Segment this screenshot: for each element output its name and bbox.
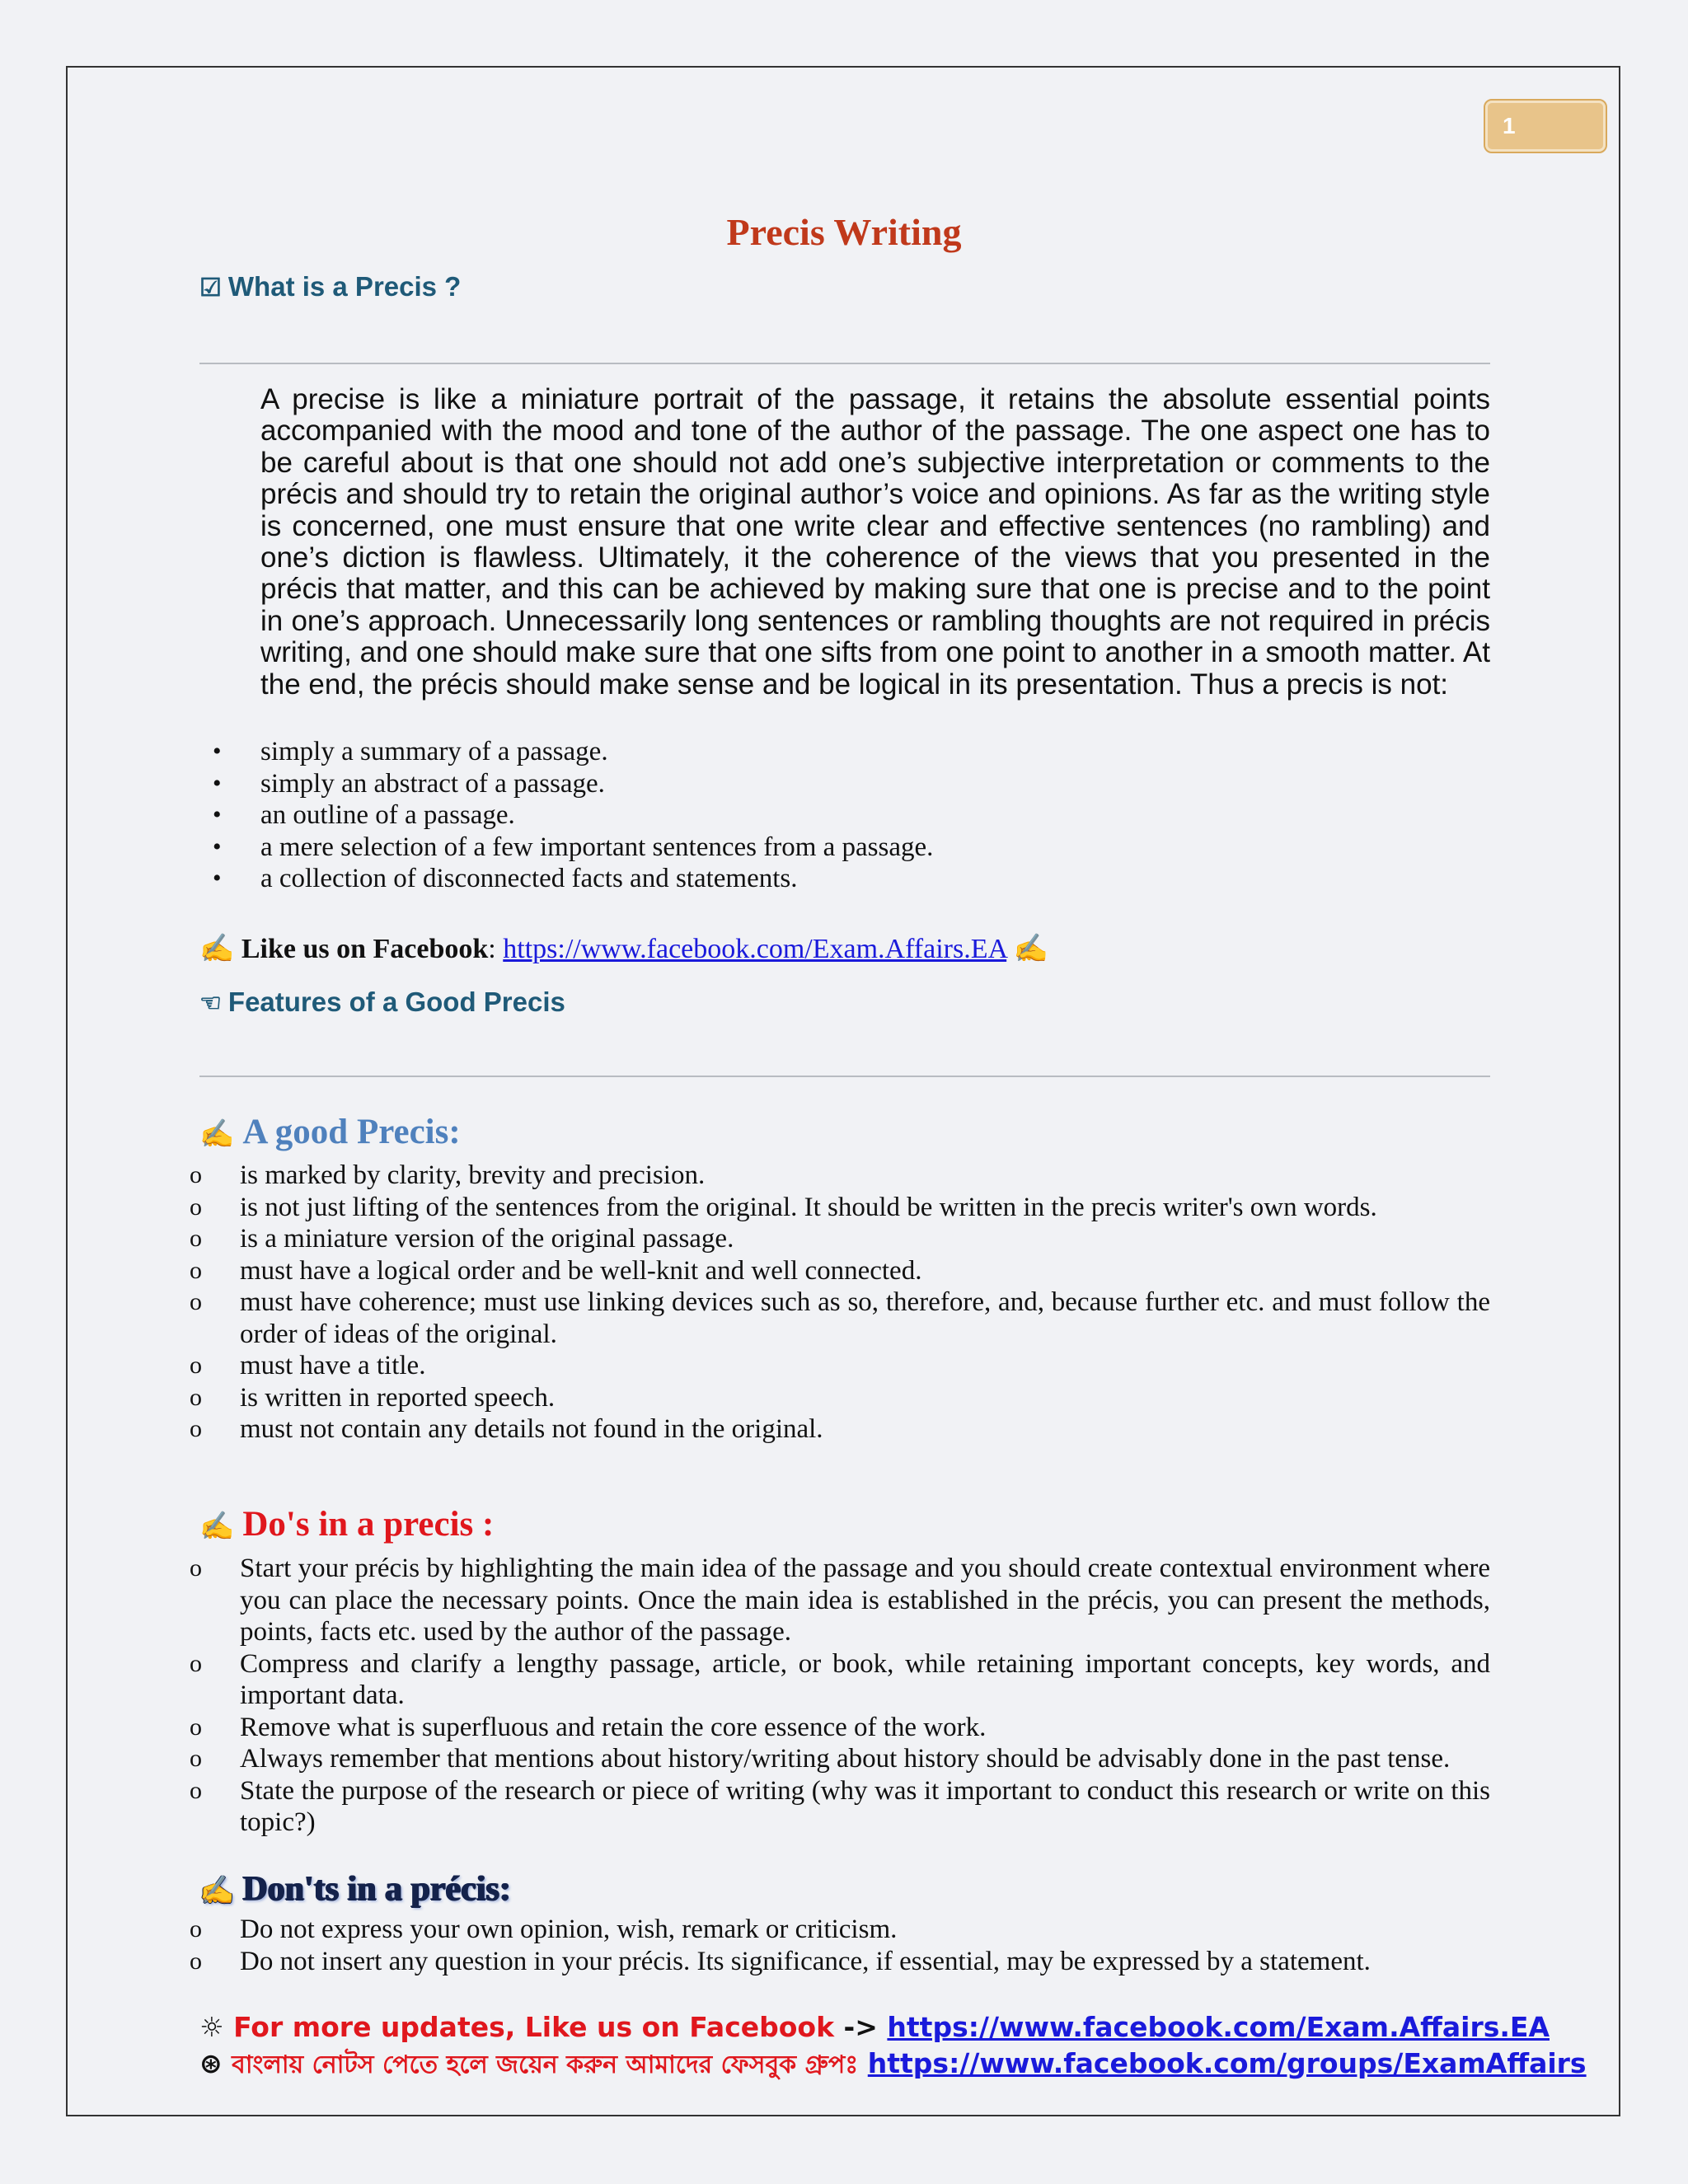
bullet-marker: o [190,1745,202,1772]
list-item [0,1192,1490,1224]
bullet-marker: o [190,1225,202,1252]
list-item-text: is a miniature version of the original passage. [240,1224,734,1254]
bullet-marker: o [190,1554,202,1582]
list-item-text: a collection of disconnected facts and statements. [260,864,798,893]
list-item-text: an outline of a passage. [260,800,515,830]
list-item [0,736,1490,768]
list-item-text: simply an abstract of a passage. [260,768,605,799]
separator: : [488,934,496,964]
list-item-text: Start your précis by highlighting the main idea of the passage and you should create contextual environment where you can place the necessary points. Once the main idea is established in the précis, you can present the methods, points, facts etc. used by the author of the passage. [240,1554,1490,1647]
list-item [0,1743,1490,1775]
list-item-text: must have coherence; must use linking devices such as so, therefore, and, because further etc. and must follow the order of ideas of the original. [240,1287,1490,1349]
writing-hand-icon: ✍ [1013,934,1049,964]
bullet-marker: • [213,769,222,797]
page-number-badge: 1 [1485,101,1606,152]
star-icon: ⊛ [199,2047,223,2079]
what-is-precis-text: What is a Precis ? [227,271,462,302]
list-item [0,1413,1490,1446]
features-heading-text: Features of a Good Precis [227,987,565,1017]
donts-list [0,1914,1490,1977]
good-precis-heading-text: A good Precis: [242,1113,461,1151]
list-item-text: Do not insert any question in your précis. Its significance, if essential, may be expressed by a statement. [240,1946,1371,1976]
list-item-text: must have a title. [240,1351,426,1380]
footer-facebook-group-link[interactable]: https://www.facebook.com/groups/ExamAffairs [867,2047,1587,2079]
footer-facebook-page-link[interactable]: https://www.facebook.com/Exam.Affairs.EA [887,2011,1550,2043]
good-precis-heading [199,1109,461,1158]
footer-bangla-text: বাংলায় নোটস পেতে হলে জয়েন করুন আমাদের ফেসবুক গ্রুপঃ [232,2050,859,2079]
donts-heading-text: Don'ts in a précis: [242,1870,511,1908]
bullet-marker: o [190,1288,202,1315]
list-item [0,1648,1490,1712]
bullet-marker: • [213,832,222,860]
bullet-marker: o [190,1415,202,1442]
footer-group-line [199,2046,1587,2083]
arrow-text: -> [843,2011,878,2043]
sun-icon: ☼ [199,2011,224,2043]
list-item [0,1946,1490,1978]
list-item [0,863,1490,895]
bullet-marker: o [190,1947,202,1975]
footer-updates-text: For more updates, Like us on Facebook [233,2011,835,2043]
intro-paragraph: A precise is like a miniature portrait of the passage, it retains the absolute essential points accompanied with the mood and tone of the author of the passage. The one aspect one has to be careful about is that one should not add one’s subjective interpretation or comments to the précis and should try to retain the original author’s voice and opinions. As far as the writing style is concerned, one must ensure that one write clear and effective sentences (no rambling) and one’s diction is flawless. Ultimately, it the coherence of the views that you presented in the précis that matter, and this can be achieved by making sure that one is precise and to the point in one’s approach. Unnecessarily long sentences or rambling thoughts are not required in précis writing, and one should make sure that one sifts from one point to another in a smooth matter. At the end, the précis should make sense and be logical in its presentation. Thus a precis is not: [260,383,1490,701]
list-item [0,1350,1490,1382]
bullet-marker: o [190,1649,202,1677]
bullet-marker: • [213,801,222,828]
section-divider [199,1076,1490,1077]
not-a-precis-list [0,736,1490,895]
list-item [0,1160,1490,1192]
bullet-marker: o [190,1776,202,1804]
list-item [0,799,1490,832]
like-facebook-label: Like us on Facebook [241,934,489,964]
section-divider [199,363,1490,364]
list-item [0,1382,1490,1414]
bullet-marker: • [213,738,222,765]
list-item-text: is marked by clarity, brevity and precision. [240,1160,706,1190]
list-item [0,1255,1490,1287]
list-item-text: State the purpose of the research or piece of writing (why was it important to conduct this research or write on this topic?) [240,1775,1490,1837]
list-item-text: is written in reported speech. [240,1382,556,1413]
writing-hand-icon: ✍ [199,1876,235,1906]
list-item-text: Do not express your own opinion, wish, remark or criticism. [240,1915,898,1944]
list-item-text: is not just lifting of the sentences from the original. It should be written in the precis writer's own words. [240,1192,1377,1222]
bullet-marker: o [190,1161,202,1188]
writing-hand-icon: ✍ [199,934,235,964]
writing-hand-icon: ✍ [199,1511,235,1542]
list-item [0,1914,1490,1946]
list-item [0,1712,1490,1744]
list-item [0,1553,1490,1648]
writing-hand-icon: ✍ [199,1119,235,1150]
list-item-text: Always remember that mentions about history/writing about history should be advisably done in the past tense. [240,1744,1451,1774]
checkbox-icon: ☑ [199,274,222,302]
bullet-marker: • [213,865,222,892]
pointing-hand-icon: ☜ [199,990,222,1017]
like-facebook-line [199,931,1048,968]
list-item [0,1223,1490,1255]
dos-list [0,1553,1490,1839]
list-item [0,768,1490,800]
facebook-page-link[interactable]: https://www.facebook.com/Exam.Affairs.EA [503,934,1007,964]
list-item-text: must have a logical order and be well-knit and well connected. [240,1255,922,1286]
list-item [0,832,1490,864]
list-item-text: Compress and clarify a lengthy passage, article, or book, while retaining important concepts, key words, and important data. [240,1648,1490,1710]
list-item-text: Remove what is superfluous and retain the core essence of the work. [240,1712,987,1742]
bullet-marker: o [190,1193,202,1221]
what-is-precis-heading [199,269,461,307]
footer-updates-line [199,2009,1550,2046]
list-item [0,1775,1490,1839]
dos-heading [199,1502,494,1550]
good-precis-list [0,1160,1490,1446]
dos-heading-text: Do's in a precis : [242,1505,495,1544]
bullet-marker: o [190,1713,202,1741]
page-title: Precis Writing [726,211,962,253]
donts-heading [199,1866,511,1915]
list-item-text: must not contain any details not found in the original. [240,1414,823,1444]
bullet-marker: o [190,1383,202,1411]
bullet-marker: o [190,1256,202,1284]
bullet-marker: o [190,1915,202,1943]
list-item-text: simply a summary of a passage. [260,737,608,766]
bullet-marker: o [190,1352,202,1379]
list-item-text: a mere selection of a few important sentences from a passage. [260,832,934,862]
features-heading [199,984,565,1022]
list-item [0,1286,1490,1350]
